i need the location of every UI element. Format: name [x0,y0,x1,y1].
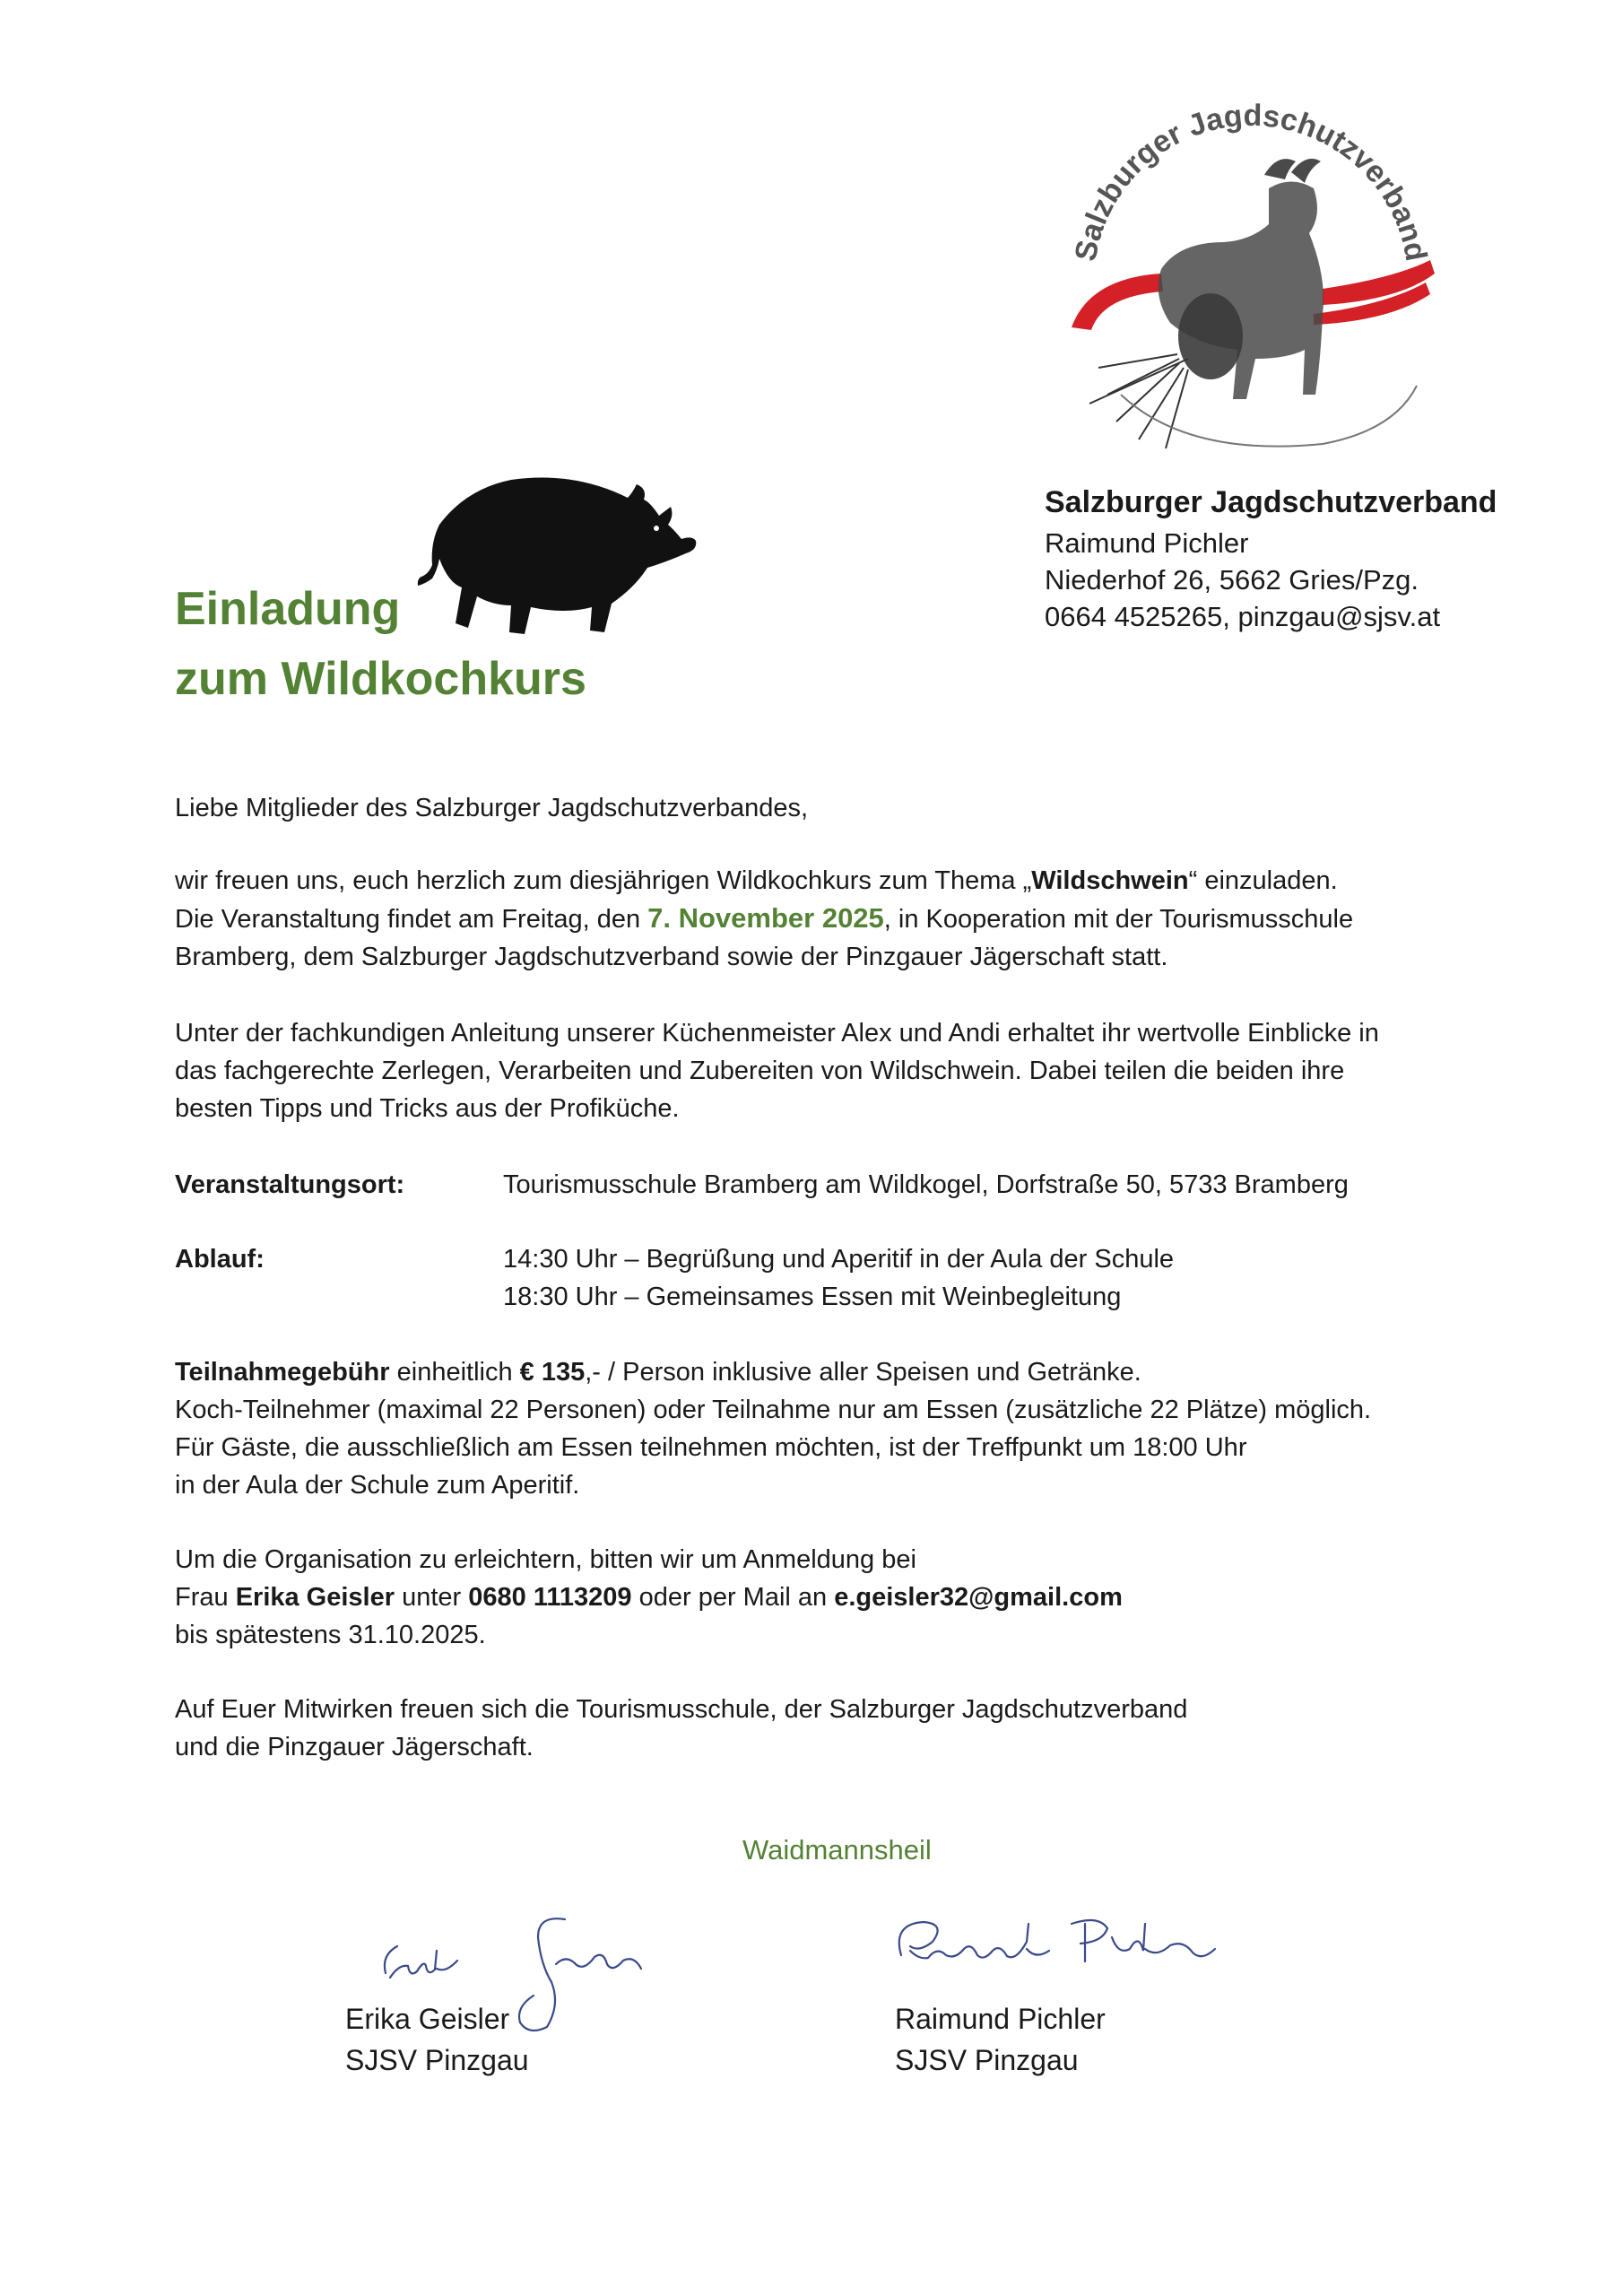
fee-label: Teilnahmegebühr [175,1358,390,1387]
paragraph-thanks [175,1691,1187,1766]
title-line-1: Einladung [175,583,401,635]
contact-email: e.geisler32@gmail.com [834,1583,1123,1612]
fee-text-d: ,- / Person inklusive aller Speisen und Getränke. [585,1358,1141,1387]
signer-name: Raimund Pichler [895,2003,1106,2035]
signature-icon [883,1906,1224,1987]
title-line-2: zum Wildkochkurs [175,653,586,705]
venue-row [175,1166,1430,1204]
reg-line-3: bis spätestens 31.10.2025. [175,1621,486,1649]
paragraph-registration [175,1541,1123,1654]
logo-text: Salzburger Jagdschutzverband [1068,98,1434,265]
fee-line-3: Für Gäste, die ausschließlich am Essen teilnehmen möchten, ist der Treffpunkt um 18:00 Uhr [175,1433,1247,1462]
reg-text-c: unter [395,1583,469,1612]
paragraph-description [175,1014,1379,1127]
intro-line-1 [175,862,1353,900]
desc-line-1: Unter der fachkundigen Anleitung unserer Küchenmeister Alex und Andi erhaltet ihr wertvolle Einblicke in [175,1019,1379,1048]
thanks-line-2: und die Pinzgauer Jägerschaft. [175,1733,534,1761]
paragraph-intro [175,862,1353,976]
reg-text-e: oder per Mail an [631,1583,835,1612]
fee-amount: € 135 [519,1358,586,1387]
schedule-row [175,1240,1430,1316]
reg-line-2 [175,1578,1123,1616]
closing-salutation: Waidmannsheil [742,1834,932,1866]
intro-text-2a: Die Veranstaltung findet am Freitag, den [175,905,648,934]
contact-name: Erika Geisler [235,1583,395,1612]
thanks-line-1: Auf Euer Mitwirken freuen sich die Tourismusschule, der Salzburger Jagdschutzverband [175,1695,1188,1724]
signer-1 [345,1998,529,2081]
org-person: Raimund Pichler [1045,527,1249,559]
intro-line-2 [175,900,1353,938]
org-contact: 0664 4525265, pinzgau@sjsv.at [1045,601,1441,632]
greeting: Liebe Mitglieder des Salzburger Jagdschutzverbandes, [175,794,809,822]
reg-text-a: Frau [175,1583,236,1612]
signer-2 [895,1998,1106,2081]
event-date: 7. November 2025 [647,902,884,934]
topic-wildschwein: Wildschwein [1031,866,1189,895]
chamois-logo-icon [1054,90,1448,466]
page-title [175,574,586,714]
intro-text-a: wir freuen uns, euch herzlich zum diesjährigen Wildkochkurs zum Thema „ [175,866,1032,895]
venue-value: Tourismusschule Bramberg am Wildkogel, Dorfstraße 50, 5733 Bramberg [503,1170,1349,1199]
signer-name: Erika Geisler [345,2003,510,2035]
desc-line-2: das fachgerechte Zerlegen, Verarbeiten und Zubereiten von Wildschwein. Dabei teilen die beiden ihre [175,1057,1345,1085]
intro-text-2b: , in Kooperation mit der Tourismusschule [883,905,1354,934]
signer-role: SJSV Pinzgau [345,2044,529,2076]
fee-line-2: Koch-Teilnehmer (maximal 22 Personen) oder Teilnahme nur am Essen (zusätzliche 22 Plätze) möglich. [175,1396,1372,1424]
signer-role: SJSV Pinzgau [895,2044,1079,2076]
fee-text-b: einheitlich [389,1358,520,1387]
venue-label: Veranstaltungsort: [175,1170,405,1199]
org-address: Niederhof 26, 5662 Gries/Pzg. [1045,564,1419,596]
org-name: Salzburger Jagdschutzverband [1045,485,1497,519]
contact-phone: 0680 1113209 [468,1583,632,1612]
reg-line-1: Um die Organisation zu erleichtern, bitten wir um Anmeldung bei [175,1545,916,1574]
paragraph-fee [175,1353,1371,1504]
intro-text-c: “ einzuladen. [1188,866,1338,895]
sender-address [1045,480,1497,635]
schedule-item-1: 14:30 Uhr – Begrüßung und Aperitif in der Aula der Schule [503,1245,1175,1274]
schedule-label: Ablauf: [175,1245,265,1274]
schedule-item-2: 18:30 Uhr – Gemeinsames Essen mit Weinbegleitung [503,1283,1122,1311]
desc-line-3: besten Tipps und Tricks aus der Profiküche. [175,1094,680,1123]
fee-line-4: in der Aula der Schule zum Aperitif. [175,1471,580,1500]
fee-line-1 [175,1353,1371,1391]
intro-line-3: Bramberg, dem Salzburger Jagdschutzverband sowie der Pinzgauer Jägerschaft statt. [175,943,1168,971]
